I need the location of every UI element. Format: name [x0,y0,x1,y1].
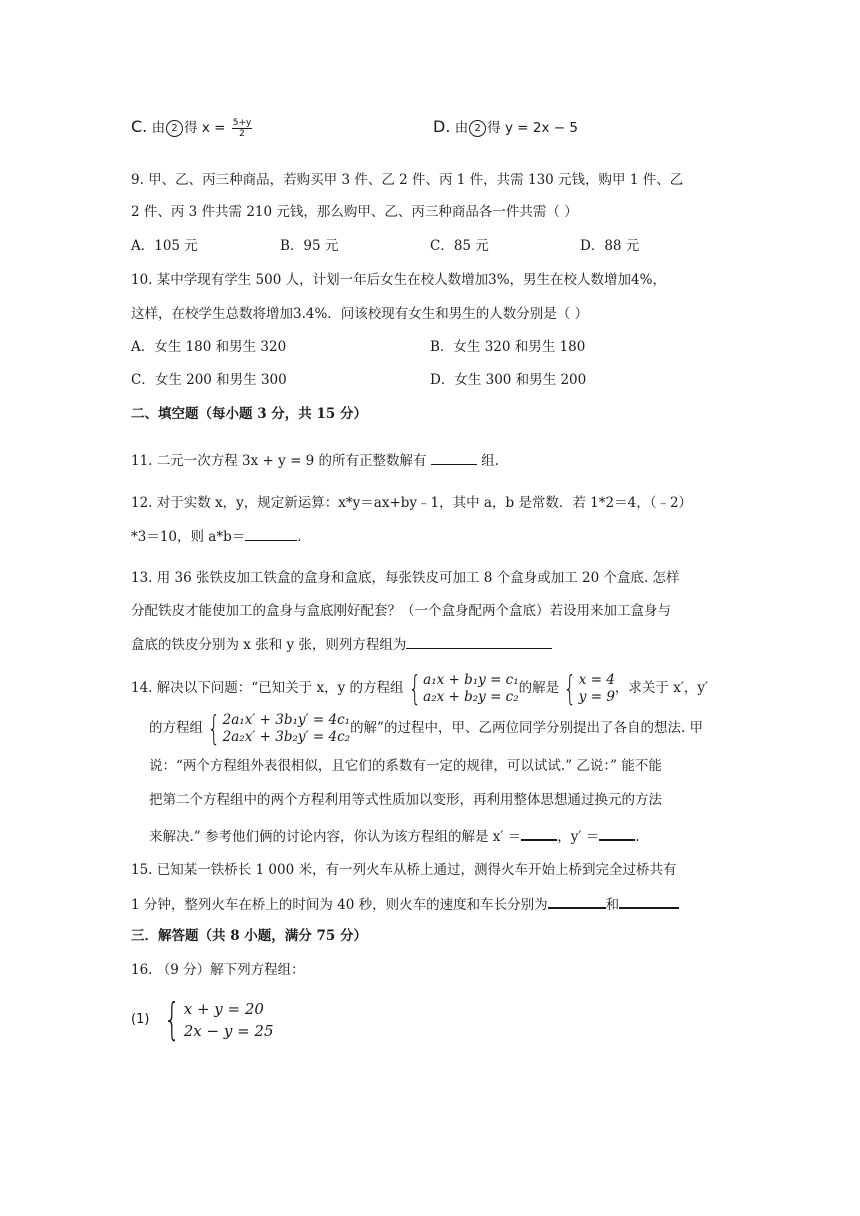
q14-line-1 [131,668,708,708]
answer-blank-x[interactable] [521,825,557,841]
q15-line-2 [131,893,679,915]
equation-system [404,668,519,709]
q12-line-2: *3＝10，则 a*b＝ ． [131,526,311,547]
q9-option-b: B．95 元 [280,238,339,254]
question-text: ，求关于 x′，y′ [614,680,709,696]
question-text: . [635,829,640,845]
question-text: 的解”的过程中，甲、乙两位同学分别提出了各自的想法. 甲 [350,720,704,736]
option-text: 由 [151,120,166,136]
equation-system [559,668,615,709]
equation-system [158,993,274,1045]
q14-line-5 [149,825,640,847]
q14-line-4: 把第二个方程组中的两个方程利用等式性质加以变形，再利用整体思想通过换元的方法 [149,792,662,808]
equation-row: 2a₂x′ + 3b₂y′ = 4c₂ [222,728,351,745]
option-text: 由 [454,120,469,136]
brace-icon: { [163,993,181,1045]
q9-option-a: A．105 元 [131,238,198,254]
q9-option-d: D．88 元 [580,238,640,254]
brace-icon: { [207,708,221,749]
section-heading-fill-in: 二、填空题（每小题 3 分，共 15 分） [131,406,367,422]
question-text: 14. 解决以下问题：“已知关于 x，y 的方程组 [131,680,404,696]
equation-row: x = 4 [578,671,615,688]
brace-icon: { [407,668,421,709]
option-text: 得 x = [184,120,226,136]
question-text: 来解决.” 参考他们俩的讨论内容，你认为该方程组的解是 x′ ＝ [149,829,522,845]
equation-row: 2a₁x′ + 3b₁y′ = 4c₁ [222,711,351,728]
q13-line-2: 分配铁皮才能使加工的盒身与盒底刚好配套？（一个盒身配两个盒底）若设用来加工盒身与 [131,603,671,619]
question-text: 盒底的铁皮分别为 x 张和 y 张，则列方程组为 [131,637,407,653]
q16-part-1 [131,993,274,1045]
option-label: D. [433,117,451,136]
question-text: 1 分钟，整列火车在桥上的时间为 40 秒，则火车的速度和车长分别为 [131,897,548,913]
q10-line-1: 10. 某中学现有学生 500 人，计划一年后女生在校人数增加3%，男生在校人数增加4%， [131,272,666,288]
question-text: 的方程组 [149,720,203,736]
brace-icon: { [563,668,577,709]
q14-line-3: 说：“两个方程组外表很相似，且它们的系数有一定的规律，可以试试.” 乙说：” 能不能 [149,758,662,774]
question-text: *3＝10，则 a*b＝ [131,529,246,545]
equation-row: x + y = 20 [183,999,264,1018]
answer-blank-y[interactable] [599,825,635,841]
q9-option-c: C．85 元 [430,238,489,254]
q10-option-b: B．女生 320 和男生 180 [430,339,586,355]
q15-line-1: 15. 已知某一铁桥长 1 000 米，有一列火车从桥上通过，测得火车开始上桥到完全过桥共有 [131,862,677,878]
answer-blank-speed[interactable] [548,893,606,909]
q14-line-2 [149,708,703,748]
fraction-denominator: 2 [239,129,245,139]
question-text: 组. [481,453,499,469]
fraction [232,118,253,139]
question-text: 11. 二元一次方程 3x + y = 9 的所有正整数解有 [131,453,427,469]
equation-row: 2x − y = 25 [183,1021,274,1040]
q8-option-d [433,117,578,138]
equation-row: y = 9 [578,688,615,705]
q10-line-2: 这样，在校学生总数将增加3.4%．问该校现有女生和男生的人数分别是（ ） [131,306,589,322]
part-label: (1) [131,1012,150,1027]
question-text: ，y′ ＝ [557,829,600,845]
q10-option-c: C．女生 200 和男生 300 [131,372,287,388]
q10-option-a: A．女生 180 和男生 320 [131,339,287,355]
q13-line-3 [131,634,552,655]
answer-blank-length[interactable] [619,893,679,909]
circled-number: 2 [166,120,183,137]
equation-system [203,708,351,749]
answer-blank[interactable] [431,450,477,465]
q10-option-d: D．女生 300 和男生 200 [430,372,587,388]
answer-blank[interactable] [406,634,552,649]
q9-line-1: 9. 甲、乙、丙三种商品，若购买甲 3 件、乙 2 件、丙 1 件，共需 130 元钱，购甲 1 件、乙 [131,172,684,188]
option-text: 得 y = 2x − 5 [487,120,578,136]
answer-blank[interactable] [245,526,297,541]
q13-line-1: 13. 用 36 张铁皮加工铁盒的盒身和盒底，每张铁皮可加工 8 个盒身或加工 20 个盒底. 怎样 [131,570,680,586]
circled-number: 2 [469,120,486,137]
section-heading-answer: 三．解答题（共 8 小题，满分 75 分） [131,928,367,944]
q11 [131,450,499,471]
option-label: C. [131,117,148,136]
q9-line-2: 2 件、丙 3 件共需 210 元钱，那么购甲、乙、丙三种商品各一件共需（ ） [131,204,578,220]
q8-option-c [131,117,252,139]
question-text: 和 [605,897,620,913]
q12-line-1: 12. 对于实数 x，y，规定新运算：x*y＝ax+by﹣1，其中 a，b 是常数．若 1*2＝4，（﹣2） [131,495,693,511]
q16-title: 16. （9 分）解下列方程组： [131,962,305,978]
equation-row: a₁x + b₁y = c₁ [423,671,519,688]
equation-row: a₂x + b₂y = c₂ [423,688,519,705]
fraction-numerator: 5+y [232,118,252,128]
question-text: 的解是 [518,680,560,696]
